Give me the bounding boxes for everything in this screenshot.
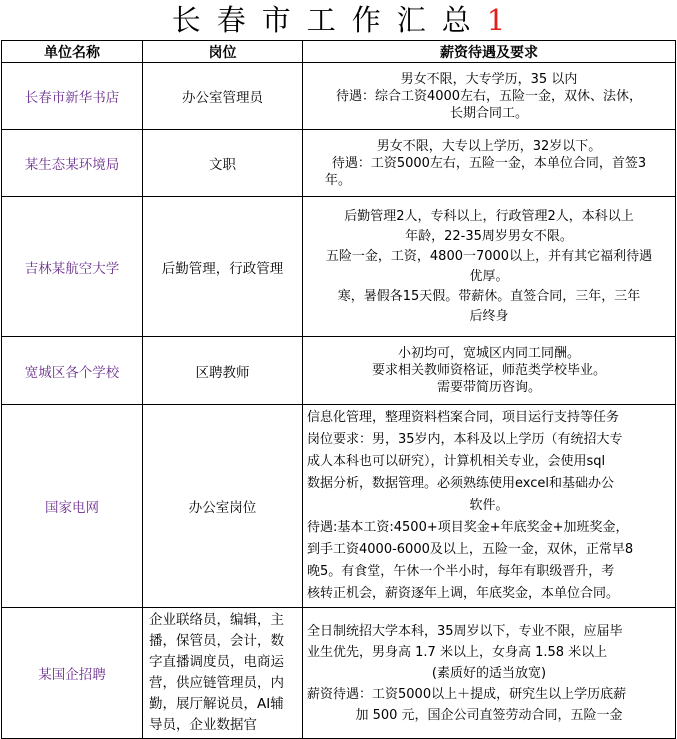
- requirements-cell: [303, 130, 676, 197]
- req-line: 待遇：综合工资4000左右，五险一金，双休、法休，: [335, 88, 643, 104]
- req-line: 优厚。: [469, 268, 509, 284]
- req-line: 男女不限，大专学历，35 以内: [400, 71, 578, 87]
- unit-name: 国家电网: [2, 405, 143, 608]
- position-line: 勤，展厅解说员，AI辅: [149, 696, 284, 712]
- req-line: 待遇:基本工资:4500+项目奖金+年底奖金+加班奖金，: [307, 520, 629, 535]
- table-row: [2, 337, 676, 405]
- req-line: 待遇：工资5000左右，五险一金，本单位合同，首签3: [331, 155, 647, 171]
- req-line: 年龄，22-35周岁男女不限。: [405, 228, 573, 244]
- req-line: 加 500 元，国企公司直签劳动合同，五险一金: [355, 707, 623, 723]
- requirements-cell: [303, 608, 676, 739]
- header-unit: 单位名称: [2, 41, 143, 63]
- req-line: 岗位要求：男，35岁内，本科及以上学历（有统招大专: [307, 432, 623, 447]
- position-name: 办公室岗位: [143, 405, 303, 608]
- req-line: 业生优先，男身高 1.7 米以上，女身高 1.58 米以上: [307, 644, 608, 660]
- req-line: 年。: [325, 172, 352, 188]
- position-name: 办公室管理员: [143, 63, 303, 130]
- table-row: [2, 197, 676, 337]
- job-table: [1, 40, 676, 739]
- req-line: 寒，暑假各15天假。带薪休。直签合同，三年，三年: [337, 288, 641, 304]
- req-line: 要求相关教师资格证，师范类学校毕业。: [371, 363, 606, 378]
- req-line: 晚5。有食堂，午休一个半小时，每年有职级晋升，考: [307, 564, 615, 579]
- req-line: 五险一金，工资，4800一7000以上，并有其它福利待遇: [325, 248, 653, 264]
- table-row: [2, 63, 676, 130]
- unit-name: 长春市新华书店: [2, 63, 143, 130]
- position-line: 导员，企业数据官: [149, 717, 257, 733]
- position-line: 营，供应链管理员，内: [149, 675, 284, 691]
- requirements-cell: [303, 197, 676, 337]
- requirements-cell: [303, 405, 676, 608]
- position-line: 字直播调度员，电商运: [149, 654, 284, 670]
- req-line: (素质好的适当放宽): [431, 665, 547, 681]
- unit-name: 某国企招聘: [2, 608, 143, 739]
- header-requirements: 薪资待遇及要求: [303, 41, 676, 63]
- table-row: [2, 405, 676, 608]
- req-line: 男女不限，大专以上学历，32岁以下。: [376, 138, 602, 154]
- req-line: 成人本科也可以研究），计算机相关专业，会使用sql: [307, 454, 606, 469]
- req-line: 需要带简历咨询。: [436, 380, 541, 395]
- req-line: 核转正机会，薪资逐年上调，年底奖金，本单位合同。: [307, 586, 620, 601]
- unit-name: 某生态某环境局: [2, 130, 143, 197]
- req-line: 长期合同工。: [449, 105, 528, 121]
- req-line: 全日制统招大学本科，35周岁以下，专业不限，应届毕: [307, 623, 623, 639]
- table-row: [2, 130, 676, 197]
- position-line: 播，保管员，会计，数: [149, 633, 284, 649]
- position-name: [143, 608, 303, 739]
- req-line: 数据分析，数据管理。必须熟练使用excel和基础办公: [307, 476, 614, 491]
- position-name: 后勤管理，行政管理: [143, 197, 303, 337]
- req-line: 信息化管理，整理资料档案合同，项目运行支持等任务: [307, 410, 620, 425]
- req-line: 后终身: [469, 308, 509, 324]
- position-name: 文职: [143, 130, 303, 197]
- page-title: [0, 0, 677, 40]
- header-position: 岗位: [143, 41, 303, 63]
- req-line: 软件。: [469, 498, 509, 513]
- table-header-row: [2, 41, 676, 63]
- table-row: [2, 608, 676, 739]
- req-line: 薪资待遇：工资5000以上＋提成，研究生以上学历底薪: [307, 686, 627, 702]
- req-line: 小初均可，宽城区内同工同酬。: [397, 346, 580, 361]
- position-name: 区聘教师: [143, 337, 303, 405]
- requirements-cell: [303, 337, 676, 405]
- requirements-cell: [303, 63, 676, 130]
- req-line: 到手工资4000-6000及以上，五险一金，双休，正常早8: [307, 542, 634, 557]
- unit-name: 吉林某航空大学: [2, 197, 143, 337]
- title-text: 长春市工作汇总: [171, 3, 487, 37]
- unit-name: 宽城区各个学校: [2, 337, 143, 405]
- title-number: 1: [486, 3, 506, 37]
- position-line: 企业联络员，编辑，主: [149, 612, 284, 628]
- req-line: 后勤管理2人，专科以上，行政管理2人，本科以上: [344, 208, 634, 224]
